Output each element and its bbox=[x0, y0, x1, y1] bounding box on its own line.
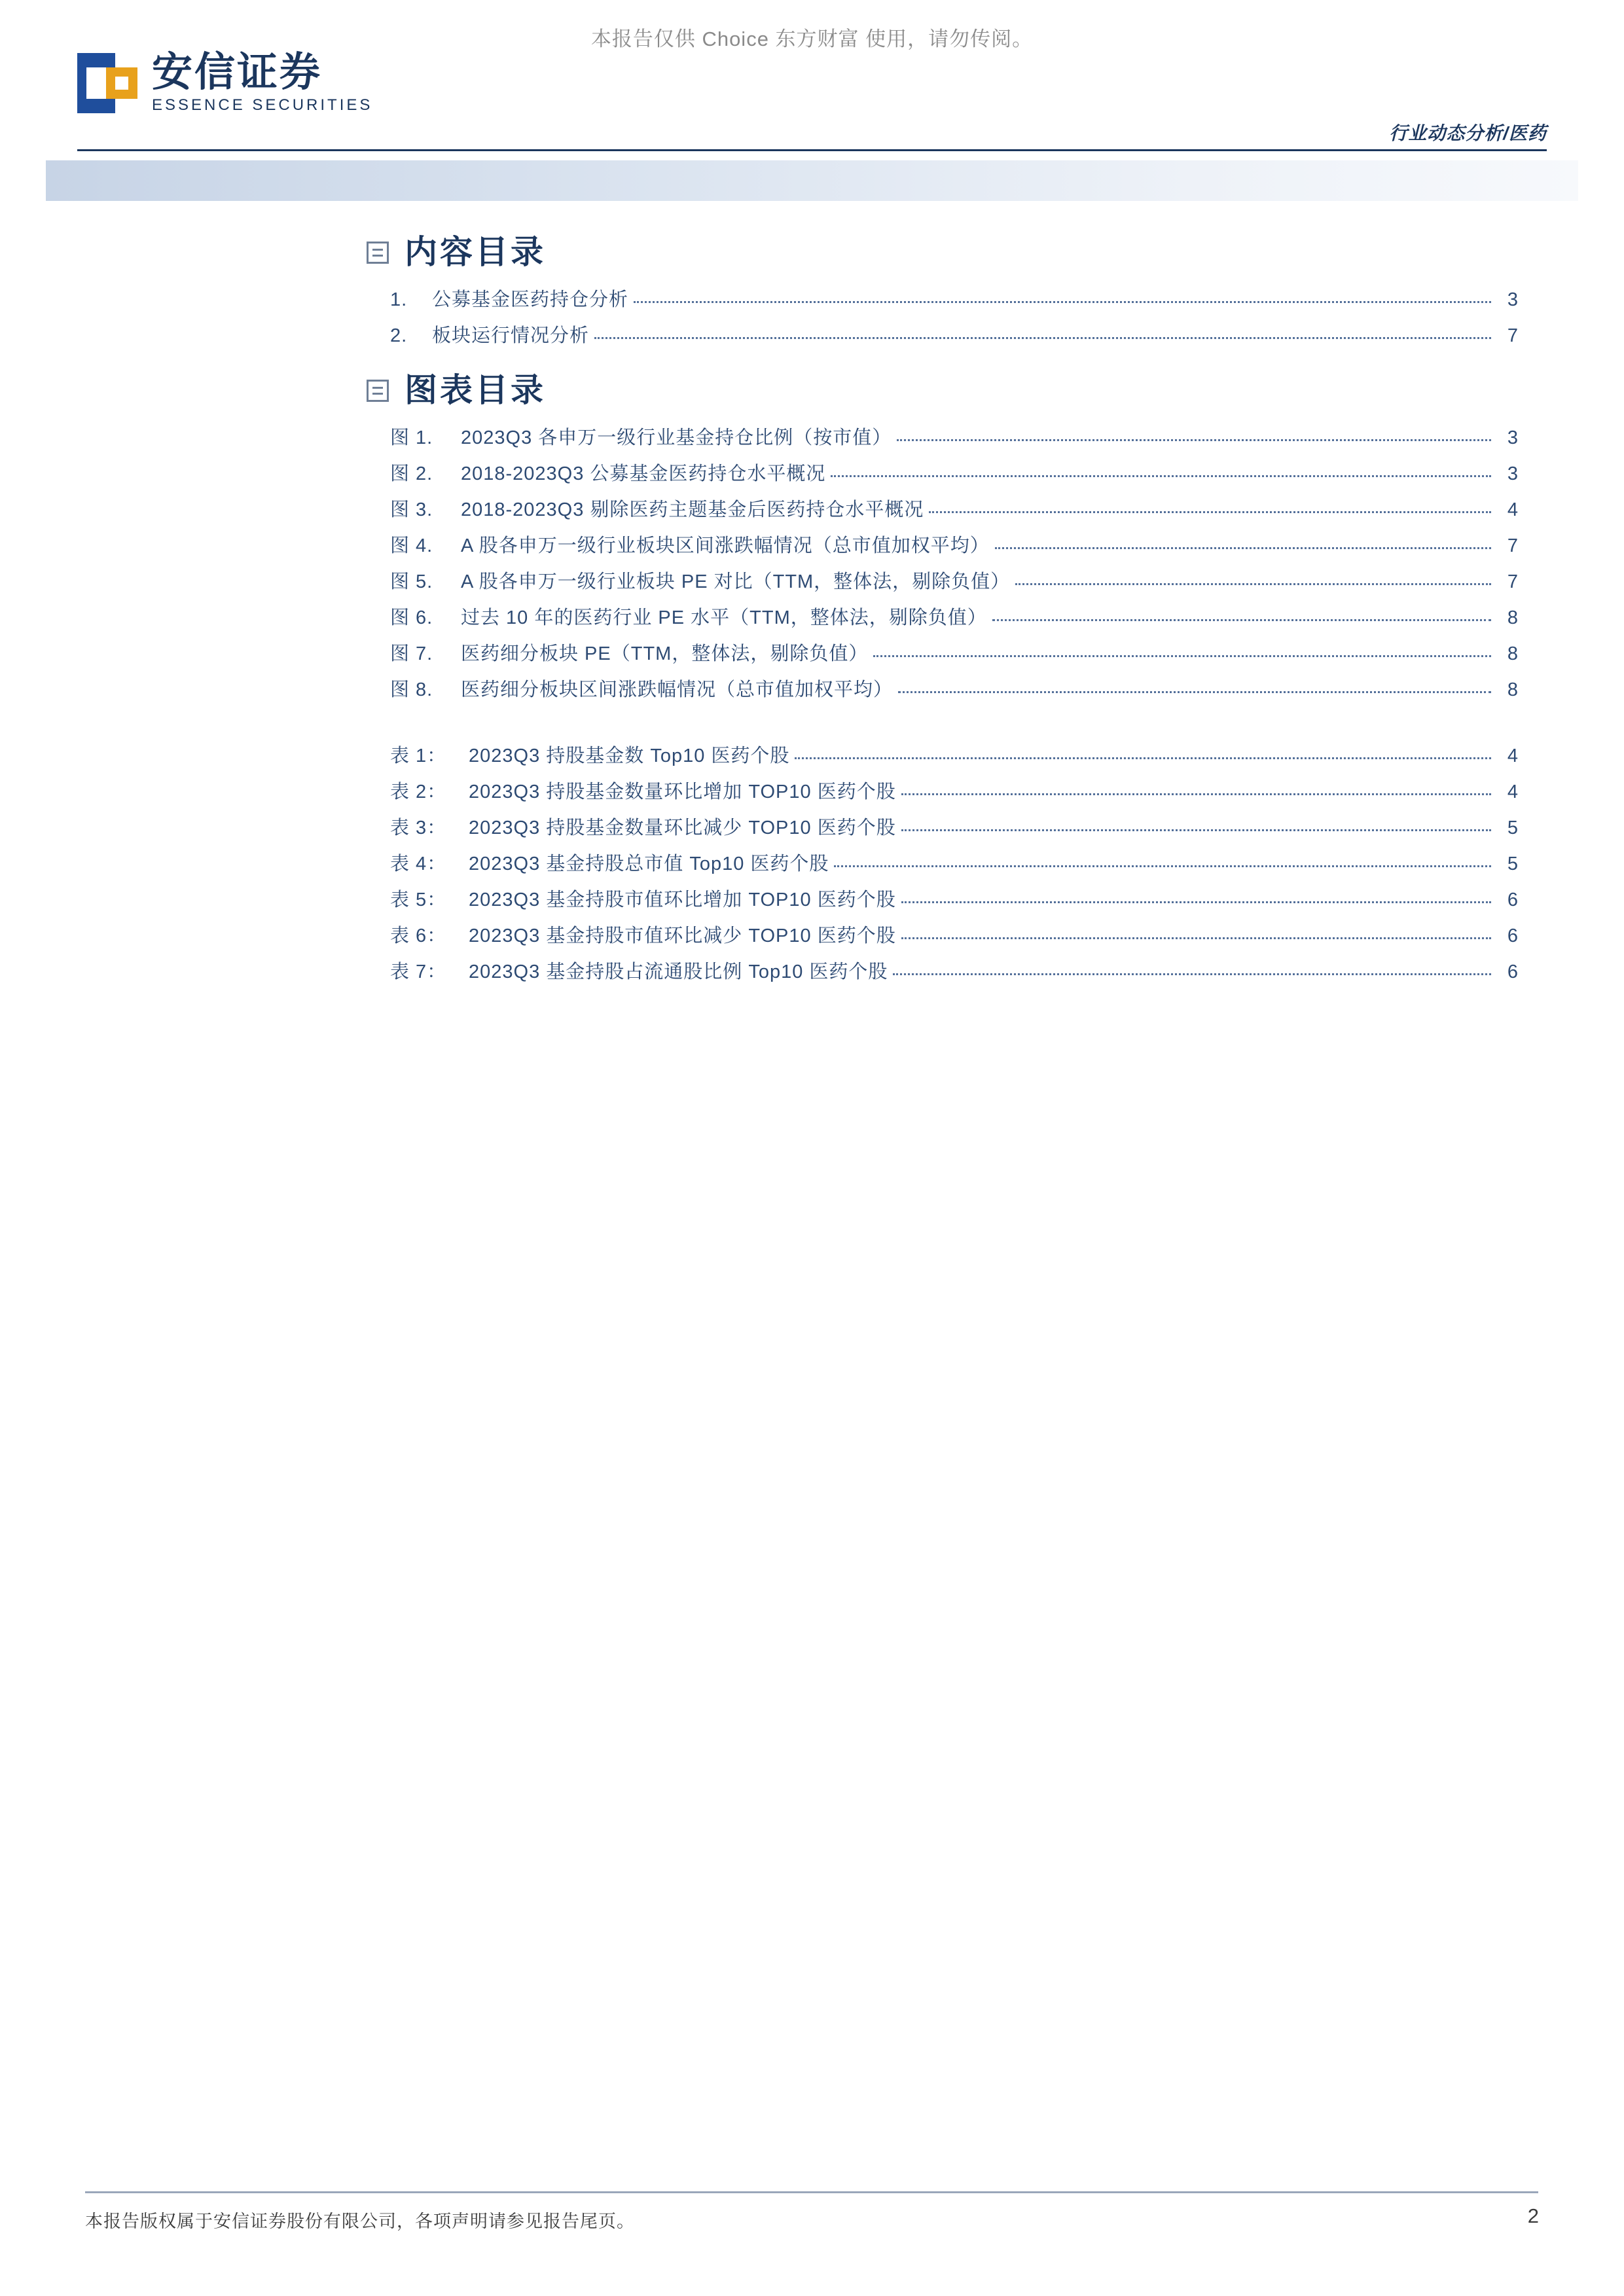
table-entry[interactable] bbox=[367, 882, 1519, 918]
figure-entry-page: 8 bbox=[1507, 607, 1519, 628]
toc-title: 内容目录 bbox=[405, 234, 546, 270]
toc-leader bbox=[893, 973, 1491, 975]
toc-leader bbox=[873, 655, 1491, 657]
figure-entry-number: 图 3. bbox=[390, 499, 433, 520]
toc-entry-label: 公募基金医药持仓分析 bbox=[432, 289, 629, 310]
table-entry-page: 4 bbox=[1507, 745, 1519, 766]
toc-leader bbox=[901, 793, 1491, 795]
page-number: 2 bbox=[1527, 2204, 1539, 2227]
table-entry-page: 5 bbox=[1507, 853, 1519, 874]
figure-entry-page: 7 bbox=[1507, 535, 1519, 556]
toc-leader bbox=[831, 475, 1491, 477]
report-category-label: 行业动态分析/医药 bbox=[1389, 123, 1547, 143]
table-entry-label: 2023Q3 持股基金数量环比减少 TOP10 医药个股 bbox=[469, 817, 896, 838]
toc-heading bbox=[367, 234, 1519, 270]
toc-entry-page: 3 bbox=[1507, 289, 1519, 310]
figure-entry[interactable] bbox=[367, 636, 1519, 672]
header-divider bbox=[77, 149, 1547, 151]
toc-entry-number: 1. bbox=[390, 289, 408, 310]
table-entry[interactable] bbox=[367, 954, 1519, 990]
toc-leader bbox=[897, 439, 1491, 441]
figure-entry-label: A 股各申万一级行业板块区间涨跌幅情况（总市值加权平均） bbox=[461, 535, 990, 556]
figure-entry-number: 图 7. bbox=[390, 643, 433, 664]
toc-leader bbox=[594, 336, 1491, 339]
toc-leader bbox=[634, 300, 1491, 303]
table-entry-page: 6 bbox=[1507, 925, 1519, 946]
table-entry[interactable] bbox=[367, 918, 1519, 954]
logo-text bbox=[152, 51, 372, 115]
toc-leader bbox=[992, 619, 1491, 621]
figure-entry-label: A 股各申万一级行业板块 PE 对比（TTM，整体法，剔除负值） bbox=[461, 571, 1011, 592]
toc-list bbox=[367, 282, 1519, 354]
toc-leader bbox=[834, 865, 1491, 867]
table-entry-page: 6 bbox=[1507, 889, 1519, 910]
list-icon bbox=[367, 380, 389, 402]
figure-entry[interactable] bbox=[367, 564, 1519, 600]
toc-entry-number: 2. bbox=[390, 325, 408, 346]
figure-entry-page: 8 bbox=[1507, 643, 1519, 664]
figure-entry[interactable] bbox=[367, 420, 1519, 456]
toc-entry-page: 7 bbox=[1507, 325, 1519, 346]
figure-entry-label: 2018-2023Q3 剔除医药主题基金后医药持仓水平概况 bbox=[461, 499, 924, 520]
toc-entry[interactable] bbox=[367, 282, 1519, 318]
table-entry-page: 4 bbox=[1507, 781, 1519, 802]
footer-disclaimer: 本报告版权属于安信证券股份有限公司，各项声明请参见报告尾页。 bbox=[85, 2212, 635, 2231]
list-icon bbox=[367, 242, 389, 264]
table-entry-number: 表 6： bbox=[390, 925, 447, 946]
table-entry-label: 2023Q3 基金持股市值环比减少 TOP10 医药个股 bbox=[469, 925, 896, 946]
table-entry-number: 表 7： bbox=[390, 961, 447, 982]
figure-entry[interactable] bbox=[367, 528, 1519, 564]
toc-entry-label: 板块运行情况分析 bbox=[432, 325, 590, 346]
figure-entry-label: 医药细分板块区间涨跌幅情况（总市值加权平均） bbox=[461, 679, 893, 700]
figure-entry[interactable] bbox=[367, 672, 1519, 708]
figure-entry-page: 8 bbox=[1507, 679, 1519, 700]
figure-entry-page: 4 bbox=[1507, 499, 1519, 520]
logo-name-en: ESSENCE SECURITIES bbox=[152, 96, 373, 115]
header-gradient-band bbox=[46, 160, 1578, 201]
table-entry-number: 表 4： bbox=[390, 853, 447, 874]
figure-entry-page: 3 bbox=[1507, 427, 1519, 448]
table-entry-page: 6 bbox=[1507, 961, 1519, 982]
table-entry-label: 2023Q3 持股基金数 Top10 医药个股 bbox=[469, 745, 790, 766]
figure-entry-label: 2018-2023Q3 公募基金医药持仓水平概况 bbox=[461, 463, 826, 484]
figure-entry-number: 图 1. bbox=[390, 427, 433, 448]
table-entry-page: 5 bbox=[1507, 817, 1519, 838]
figure-entry-page: 3 bbox=[1507, 463, 1519, 484]
figures-title: 图表目录 bbox=[405, 372, 546, 408]
table-entry-label: 2023Q3 持股基金数量环比增加 TOP10 医药个股 bbox=[469, 781, 896, 802]
company-logo bbox=[77, 51, 372, 115]
toc-leader bbox=[901, 901, 1491, 903]
page-content bbox=[367, 216, 1519, 990]
figure-entry-number: 图 4. bbox=[390, 535, 433, 556]
figure-entry-label: 医药细分板块 PE（TTM，整体法，剔除负值） bbox=[461, 643, 869, 664]
table-entry[interactable] bbox=[367, 738, 1519, 774]
figure-entry-number: 图 2. bbox=[390, 463, 433, 484]
table-entry[interactable] bbox=[367, 774, 1519, 810]
table-entry-label: 2023Q3 基金持股占流通股比例 Top10 医药个股 bbox=[469, 961, 888, 982]
toc-leader bbox=[795, 757, 1491, 759]
table-entry-label: 2023Q3 基金持股市值环比增加 TOP10 医药个股 bbox=[469, 889, 896, 910]
figure-entry[interactable] bbox=[367, 492, 1519, 528]
toc-leader bbox=[901, 937, 1491, 939]
table-entry-number: 表 3： bbox=[390, 817, 447, 838]
figure-list bbox=[367, 420, 1519, 708]
logo-name-cn: 安信证券 bbox=[152, 50, 323, 95]
toc-leader bbox=[1015, 583, 1491, 585]
figure-entry-number: 图 6. bbox=[390, 607, 433, 628]
toc-leader bbox=[898, 691, 1491, 693]
table-entry-number: 表 2： bbox=[390, 781, 447, 802]
figure-entry[interactable] bbox=[367, 456, 1519, 492]
toc-leader bbox=[929, 511, 1491, 513]
table-entry-number: 表 1： bbox=[390, 745, 447, 766]
figure-entry-label: 2023Q3 各申万一级行业基金持仓比例（按市值） bbox=[461, 427, 892, 448]
footer-divider bbox=[85, 2191, 1538, 2193]
logo-mark-icon bbox=[77, 53, 137, 113]
figure-entry-number: 图 5. bbox=[390, 571, 433, 592]
figure-entry-number: 图 8. bbox=[390, 679, 433, 700]
figure-entry-page: 7 bbox=[1507, 571, 1519, 592]
figure-entry[interactable] bbox=[367, 600, 1519, 636]
table-list bbox=[367, 738, 1519, 990]
figures-heading bbox=[367, 372, 1519, 408]
table-entry[interactable] bbox=[367, 810, 1519, 846]
table-entry-label: 2023Q3 基金持股总市值 Top10 医药个股 bbox=[469, 853, 829, 874]
toc-leader bbox=[901, 829, 1491, 831]
figure-entry-label: 过去 10 年的医药行业 PE 水平（TTM，整体法，剔除负值） bbox=[461, 607, 987, 628]
watermark-text: 本报告仅供 Choice 东方财富 使用，请勿传阅。 bbox=[590, 27, 1034, 50]
toc-leader bbox=[995, 547, 1491, 549]
toc-entry[interactable] bbox=[367, 318, 1519, 354]
table-entry-number: 表 5： bbox=[390, 889, 447, 910]
table-entry[interactable] bbox=[367, 846, 1519, 882]
